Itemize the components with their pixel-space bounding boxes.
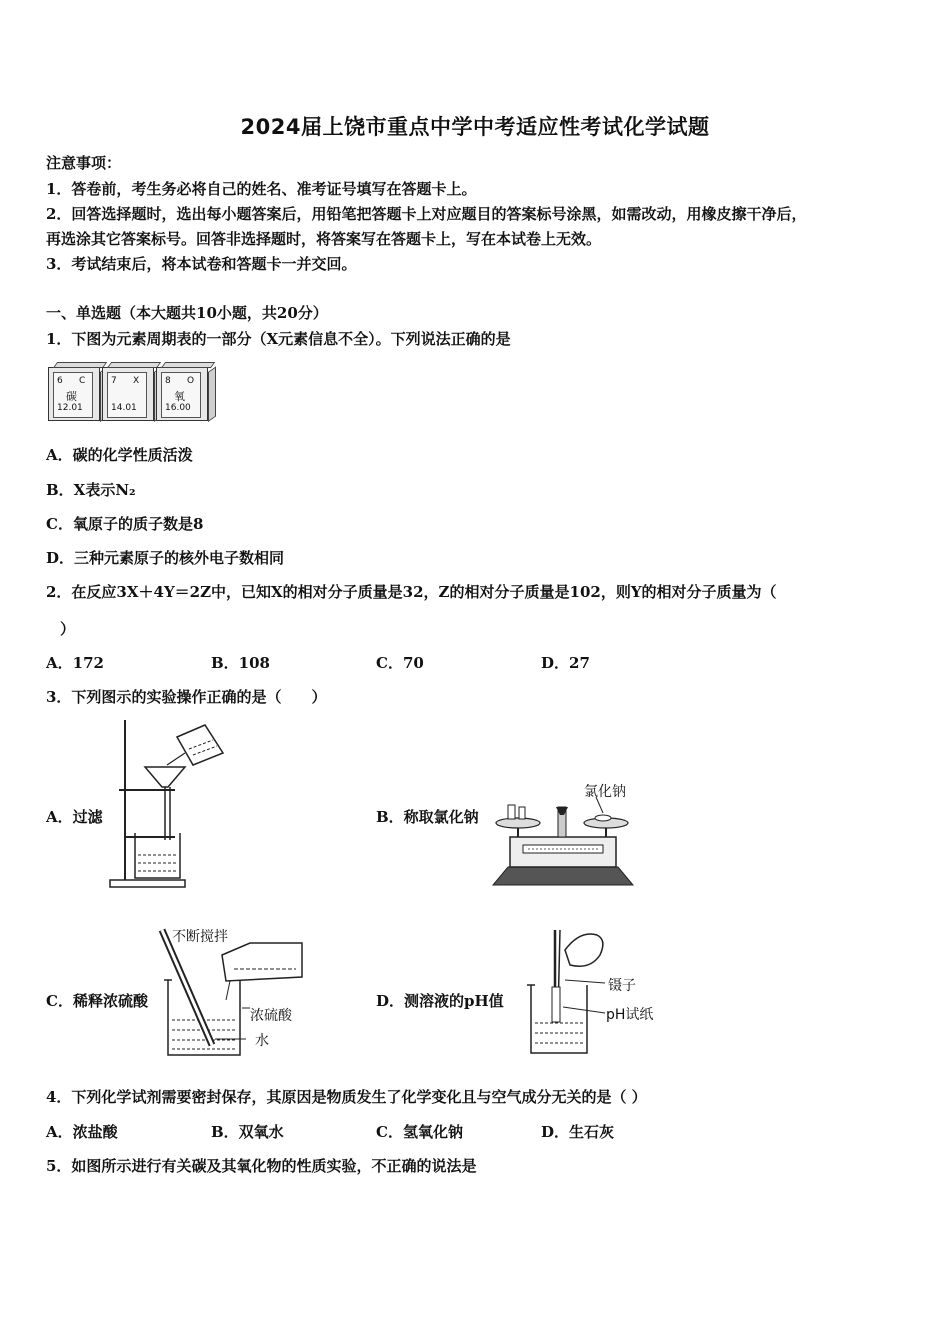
- element-mass: 14.01: [111, 403, 137, 413]
- q2-stem-end: ）: [60, 620, 76, 638]
- filtration-figure: [105, 715, 230, 890]
- q2-option-d: D．27: [541, 654, 590, 672]
- label-ph-paper: pH试纸: [606, 1007, 654, 1023]
- element-cell-c: [48, 367, 100, 421]
- q2-option-b: B．108: [211, 654, 270, 672]
- q1-option-c: C．氧原子的质子数是8: [46, 515, 204, 533]
- notice-item-1: 1．答卷前，考生务必将自己的姓名、准考证号填写在答题卡上。: [46, 180, 477, 198]
- q4-option-c: C．氢氧化钠: [376, 1123, 463, 1141]
- element-cell-o: [156, 367, 208, 421]
- notice-item-3: 3．考试结束后，将本试卷和答题卡一并交回。: [46, 255, 357, 273]
- q1-option-d: D．三种元素原子的核外电子数相同: [46, 549, 285, 567]
- q3-option-d: D．测溶液的pH值: [376, 992, 504, 1010]
- q5-stem: 5．如图所示进行有关碳及其氧化物的性质实验，不正确的说法是: [46, 1157, 477, 1175]
- element-name: 碳: [66, 390, 77, 403]
- element-mass: 12.01: [57, 403, 83, 413]
- q3-option-b: B．称取氯化钠: [376, 808, 479, 826]
- element-symbol: O: [187, 376, 195, 386]
- element-symbol: X: [133, 376, 140, 386]
- element-number: 7: [111, 376, 117, 386]
- q4-option-a: A．浓盐酸: [46, 1123, 118, 1141]
- element-number: 8: [165, 376, 171, 386]
- label-sodium-chloride: 氯化钠: [584, 784, 626, 800]
- element-mass: 16.00: [165, 403, 191, 413]
- q2-option-a: A．172: [46, 654, 104, 672]
- q1-option-a: A．碳的化学性质活泼: [46, 446, 193, 464]
- periodic-table-fragment: [48, 367, 228, 427]
- q3-option-c: C．稀释浓硫酸: [46, 992, 148, 1010]
- q4-option-d: D．生石灰: [541, 1123, 615, 1141]
- label-water: 水: [255, 1033, 269, 1049]
- element-cell-x: [102, 367, 154, 421]
- notice-heading: 注意事项：: [46, 154, 122, 172]
- q2-option-c: C．70: [376, 654, 424, 672]
- element-name: 氧: [174, 390, 185, 403]
- label-stir: 不断搅拌: [172, 929, 228, 945]
- q3-option-a: A．过滤: [46, 808, 103, 826]
- q4-stem: 4．下列化学试剂需要密封保存，其原因是物质发生了化学变化且与空气成分无关的是（ ）: [46, 1088, 647, 1106]
- q4-option-b: B．双氧水: [211, 1123, 284, 1141]
- element-symbol: C: [79, 376, 86, 386]
- notice-item-2-cont: 再选涂其它答案标号。回答非选择题时，将答案写在答题卡上，写在本试卷上无效。: [46, 230, 602, 248]
- element-number: 6: [57, 376, 63, 386]
- section-heading: 一、单选题（本大题共10小题，共20分）: [46, 304, 328, 322]
- page-title: 2024届上饶市重点中学中考适应性考试化学试题: [240, 115, 710, 139]
- q1-stem: 1．下图为元素周期表的一部分（X元素信息不全）。下列说法正确的是: [46, 330, 511, 348]
- notice-item-2: 2．回答选择题时，选出每小题答案后，用铅笔把答题卡上对应题目的答案标号涂黑，如需改动，用橡皮擦干净后，: [46, 205, 807, 223]
- q3-stem: 3．下列图示的实验操作正确的是（ ）: [46, 688, 327, 706]
- label-conc-acid: 浓硫酸: [250, 1008, 292, 1024]
- q2-stem: 2．在反应3X＋4Y＝2Z中，已知X的相对分子质量是32，Z的相对分子质量是102，则Y的相对分子质量为（: [46, 583, 777, 601]
- q1-option-b: B．X表示N₂: [46, 481, 136, 499]
- label-tweezers: 镊子: [608, 978, 636, 994]
